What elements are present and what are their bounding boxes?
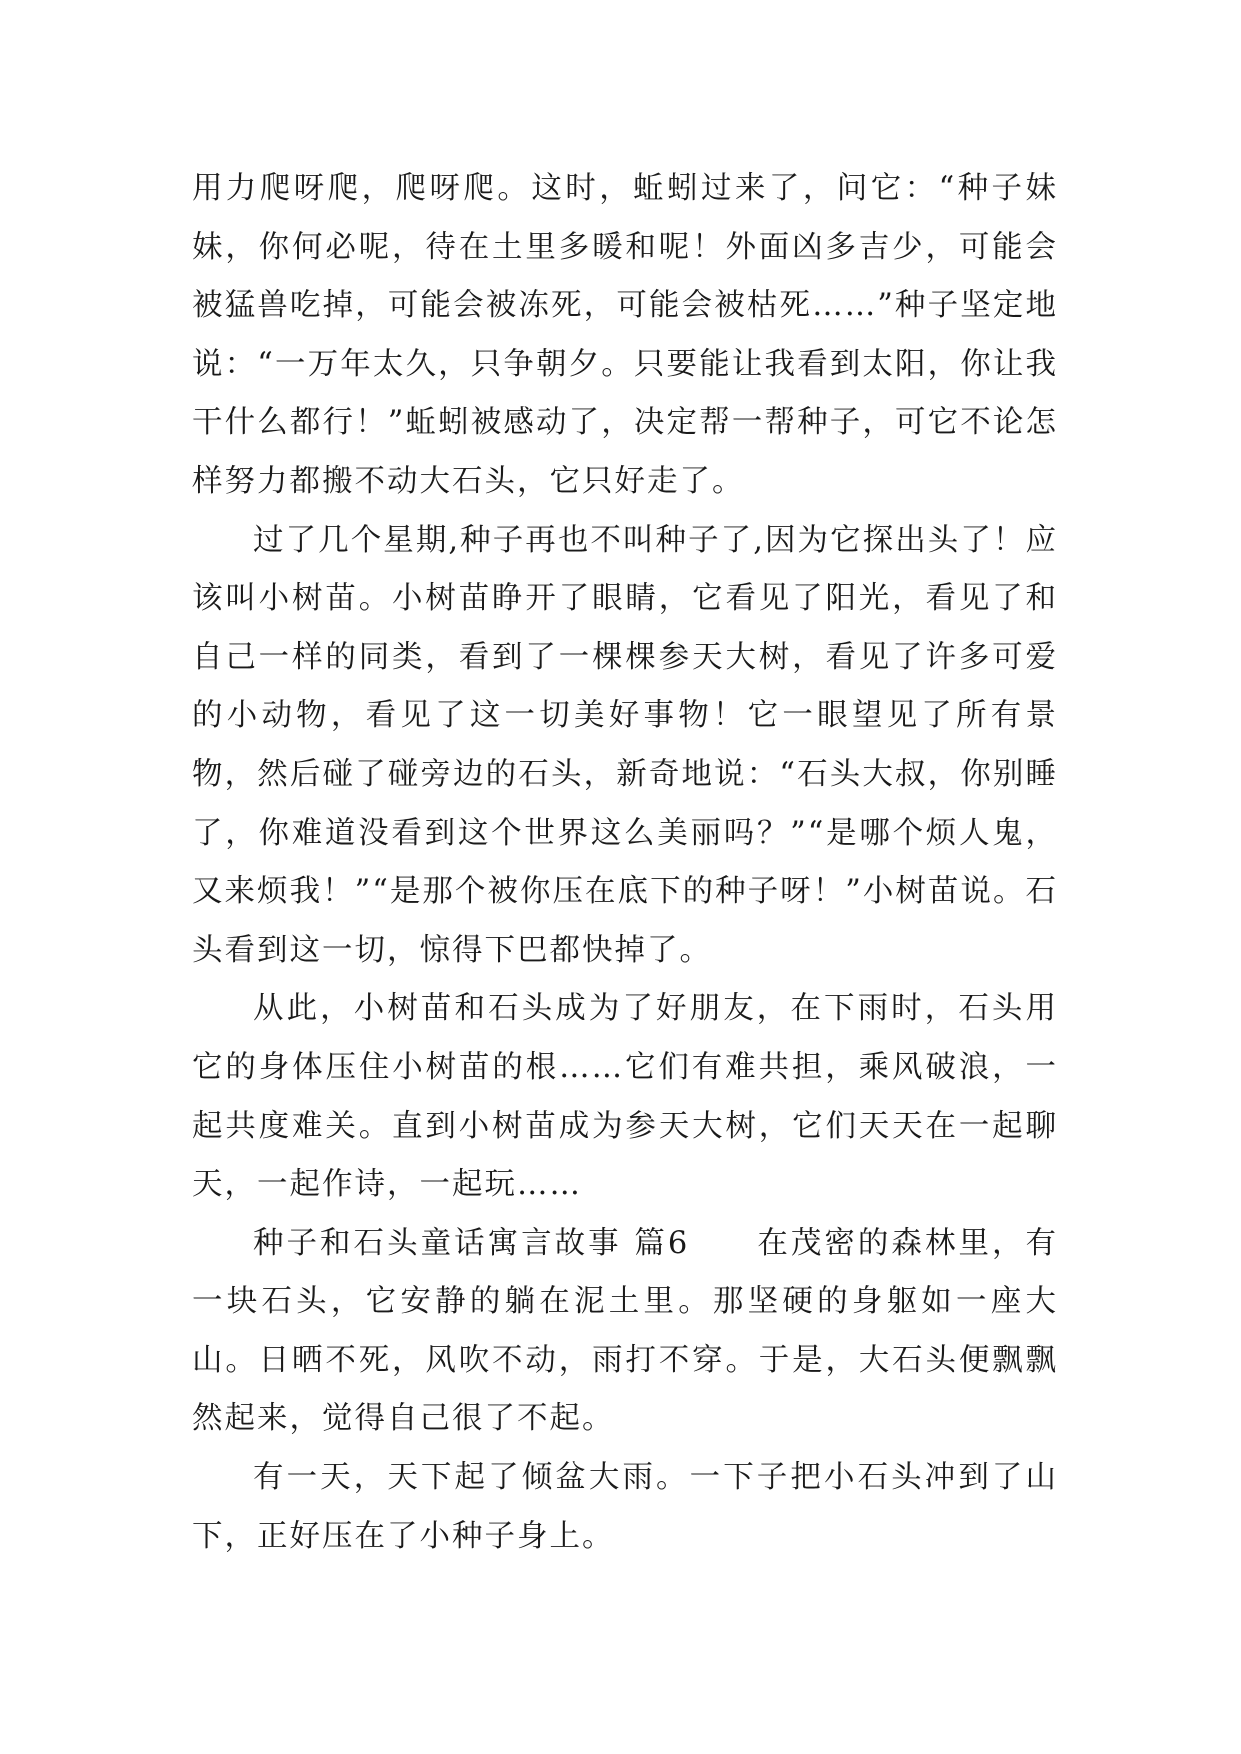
- paragraph-rainstorm: 有一天，天下起了倾盆大雨。一下子把小石头冲到了山下，正好压在了小种子身上。: [192, 1460, 1058, 1554]
- story-body: [192, 160, 1058, 1566]
- paragraph-continued: 用力爬呀爬，爬呀爬。这时，蚯蚓过来了，问它：“种子妹妹，你何必呢，待在土里多暖和呢！外面凶多吉少，可能会被猛兽吃掉，可能会被冻死，可能会被枯死……”种子坚定地说：“一万年太久，只争朝夕。只要能让我看到太阳，你让我干什么都行！”蚯蚓被感动了，决定帮一帮种子，可它不论怎样努力都搬不动大石头，它只好走了。: [192, 171, 1058, 499]
- paragraph-friends: 从此，小树苗和石头成为了好朋友，在下雨时，石头用它的身体压住小树苗的根……它们有难共担，乘风破浪，一起共度难关。直到小树苗成为参天大树，它们天天在一起聊天，一起作诗，一起玩……: [192, 991, 1058, 1203]
- paragraph-chapter-6: 种子和石头童话寓言故事 篇6 在茂密的森林里，有一块石头，它安静的躺在泥土里。那坚硬的身躯如一座大山。日晒不死，风吹不动，雨打不穿。于是，大石头便飘飘然起来，觉得自己很了不起。: [192, 1225, 1058, 1437]
- paragraph-sapling: 过了几个星期,种子再也不叫种子了,因为它探出头了！应该叫小树苗。小树苗睁开了眼睛，它看见了阳光，看见了和自己一样的同类，看到了一棵棵参天大树，看见了许多可爱的小动物，看见了这一切美好事物！它一眼望见了所有景物，然后碰了碰旁边的石头，新奇地说：“石头大叔，你别睡了，你难道没看到这个世界这么美丽吗？”“是哪个烦人鬼，又来烦我！”“是那个被你压在底下的种子呀！”小树苗说。石头看到这一切，惊得下巴都快掉了。: [192, 522, 1058, 968]
